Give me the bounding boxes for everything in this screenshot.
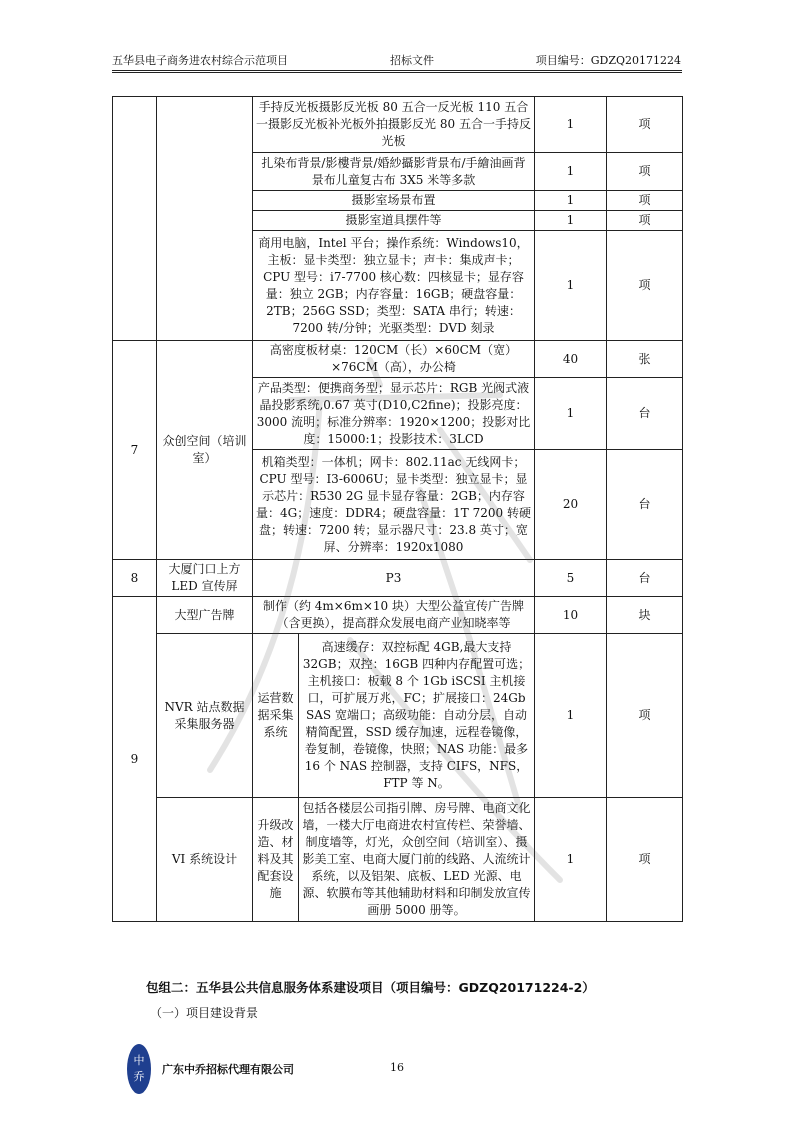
row-desc: 制作（约 4m×6m×10 块）大型公益宣传广告牌（含更换），提高群众发展电商产业知晓率等 bbox=[253, 597, 535, 634]
row-unit: 块 bbox=[607, 597, 683, 634]
row-qty: 1 bbox=[535, 378, 607, 450]
footer-company: 广东中乔招标代理有限公司 bbox=[162, 1063, 294, 1076]
row-desc: 机箱类型：一体机；网卡：802.11ac 无线网卡；CPU 型号：I3-6006U；显卡类型：独立显卡；显示芯片：R530 2G 显卡显存容量：2GB；内存容量：4G；速度：DDR4；硬盘容量：1T 7200 转硬盘；转速：7200 转；显示器尺寸：23.8 英寸；宽屏、分辨率：1920x1080 bbox=[253, 450, 535, 560]
row-unit: 项 bbox=[607, 634, 683, 798]
header-rule-2 bbox=[112, 72, 682, 73]
page-number: 16 bbox=[390, 1061, 404, 1074]
row-subcategory: 运营数据采集系统 bbox=[253, 634, 299, 798]
table-row bbox=[113, 597, 683, 634]
row-desc: 高密度板材桌：120CM（长）×60CM（宽）×76CM（高），办公椅 bbox=[253, 341, 535, 378]
table-row bbox=[113, 97, 683, 153]
row-number: 7 bbox=[113, 341, 157, 560]
row-qty: 40 bbox=[535, 341, 607, 378]
package-title: 包组二：五华县公共信息服务体系建设项目（项目编号：GDZQ20171224-2） bbox=[146, 980, 595, 995]
row-desc: 扎染布背景/影樓背景/婚紗攝影背景布/手繪油画背景布儿童复古布 3X5 米等多款 bbox=[253, 153, 535, 191]
header-doc-type: 招标文件 bbox=[390, 54, 434, 67]
row-qty: 1 bbox=[535, 153, 607, 191]
row-number bbox=[113, 97, 157, 341]
row-desc: 包括各楼层公司指引牌、房号牌、电商文化墙，一楼大厅电商进农村宣传栏、荣誉墙、制度墙等，灯光，众创空间（培训室）、摄影美工室、电商大厦门前的线路、人流统计系统，以及铝架、底板、LED 光源、电源、软膜布等其他辅助材料和印制发放宣传画册 5000 册等。 bbox=[299, 798, 535, 922]
row-unit: 项 bbox=[607, 191, 683, 211]
row-qty: 1 bbox=[535, 798, 607, 922]
row-name: 众创空间（培训室） bbox=[157, 341, 253, 560]
row-unit: 项 bbox=[607, 211, 683, 231]
logo-char-2: 乔 bbox=[133, 1070, 145, 1083]
row-desc: 产品类型：便携商务型；显示芯片：RGB 光阀式液晶投影系统,0.67 英寸(D10,C2fine)；投影亮度：3000 流明；标准分辨率：1920×1200；投影对比度：15000:1；投影技术：3LCD bbox=[253, 378, 535, 450]
table-row bbox=[113, 560, 683, 597]
row-desc: 摄影室道具摆件等 bbox=[253, 211, 535, 231]
row-subcategory: 升级改造、材料及其配套设施 bbox=[253, 798, 299, 922]
row-unit: 张 bbox=[607, 341, 683, 378]
company-logo bbox=[126, 1043, 152, 1095]
row-qty: 1 bbox=[535, 211, 607, 231]
row-qty: 1 bbox=[535, 191, 607, 211]
row-qty: 20 bbox=[535, 450, 607, 560]
row-unit: 项 bbox=[607, 97, 683, 153]
row-qty: 10 bbox=[535, 597, 607, 634]
page-header bbox=[112, 52, 681, 70]
row-number: 9 bbox=[113, 597, 157, 922]
table-row bbox=[113, 634, 683, 798]
row-name: NVR 站点数据采集服务器 bbox=[157, 634, 253, 798]
row-name: 大厦门口上方 LED 宣传屏 bbox=[157, 560, 253, 597]
table-row bbox=[113, 798, 683, 922]
row-qty: 5 bbox=[535, 560, 607, 597]
row-unit: 项 bbox=[607, 153, 683, 191]
row-qty: 1 bbox=[535, 231, 607, 341]
row-desc: 摄影室场景布置 bbox=[253, 191, 535, 211]
row-desc: 商用电脑，Intel 平台；操作系统：Windows10，主板：显卡类型：独立显卡；声卡：集成声卡；CPU 型号：i7-7700 核心数：四核显卡；显存容量：独立 2GB；内存容量：16GB；硬盘容量：2TB；256G SSD；类型：SATA 串行；转速：7200 转/分钟；光驱类型：DVD 刻录 bbox=[253, 231, 535, 341]
section-title: （一）项目建设背景 bbox=[150, 1006, 259, 1020]
row-name: 大型广告牌 bbox=[157, 597, 253, 634]
logo-char-1: 中 bbox=[133, 1054, 145, 1067]
row-unit: 台 bbox=[607, 378, 683, 450]
row-unit: 项 bbox=[607, 798, 683, 922]
table-row bbox=[113, 341, 683, 378]
row-qty: 1 bbox=[535, 97, 607, 153]
row-name: VI 系统设计 bbox=[157, 798, 253, 922]
header-rule bbox=[112, 70, 682, 71]
row-desc: 手持反光板摄影反光板 80 五合一反光板 110 五合一摄影反光板补光板外拍摄影反光 80 五合一手持反光板 bbox=[253, 97, 535, 153]
header-project: 五华县电子商务进农村综合示范项目 bbox=[112, 54, 288, 67]
row-desc: P3 bbox=[253, 560, 535, 597]
row-number: 8 bbox=[113, 560, 157, 597]
row-unit: 台 bbox=[607, 560, 683, 597]
row-unit: 项 bbox=[607, 231, 683, 341]
spec-table bbox=[112, 96, 683, 922]
row-desc: 高速缓存：双控标配 4GB,最大支持 32GB；双控：16GB 四种内存配置可选；主机接口：板载 8 个 1Gb iSCSI 主机接口，可扩展万兆，FC；扩展接口：24Gb SAS 宽端口；高级功能：自动分层，自动精简配置，SSD 缓存加速，远程卷镜像，卷复制，卷镜像，快照；NAS 功能：最多 16 个 NAS 控制器，支持 CIFS，NFS，FTP 等 N。 bbox=[299, 634, 535, 798]
row-name bbox=[157, 97, 253, 341]
row-qty: 1 bbox=[535, 634, 607, 798]
header-project-code: 项目编号：GDZQ20171224 bbox=[535, 54, 681, 67]
row-unit: 台 bbox=[607, 450, 683, 560]
